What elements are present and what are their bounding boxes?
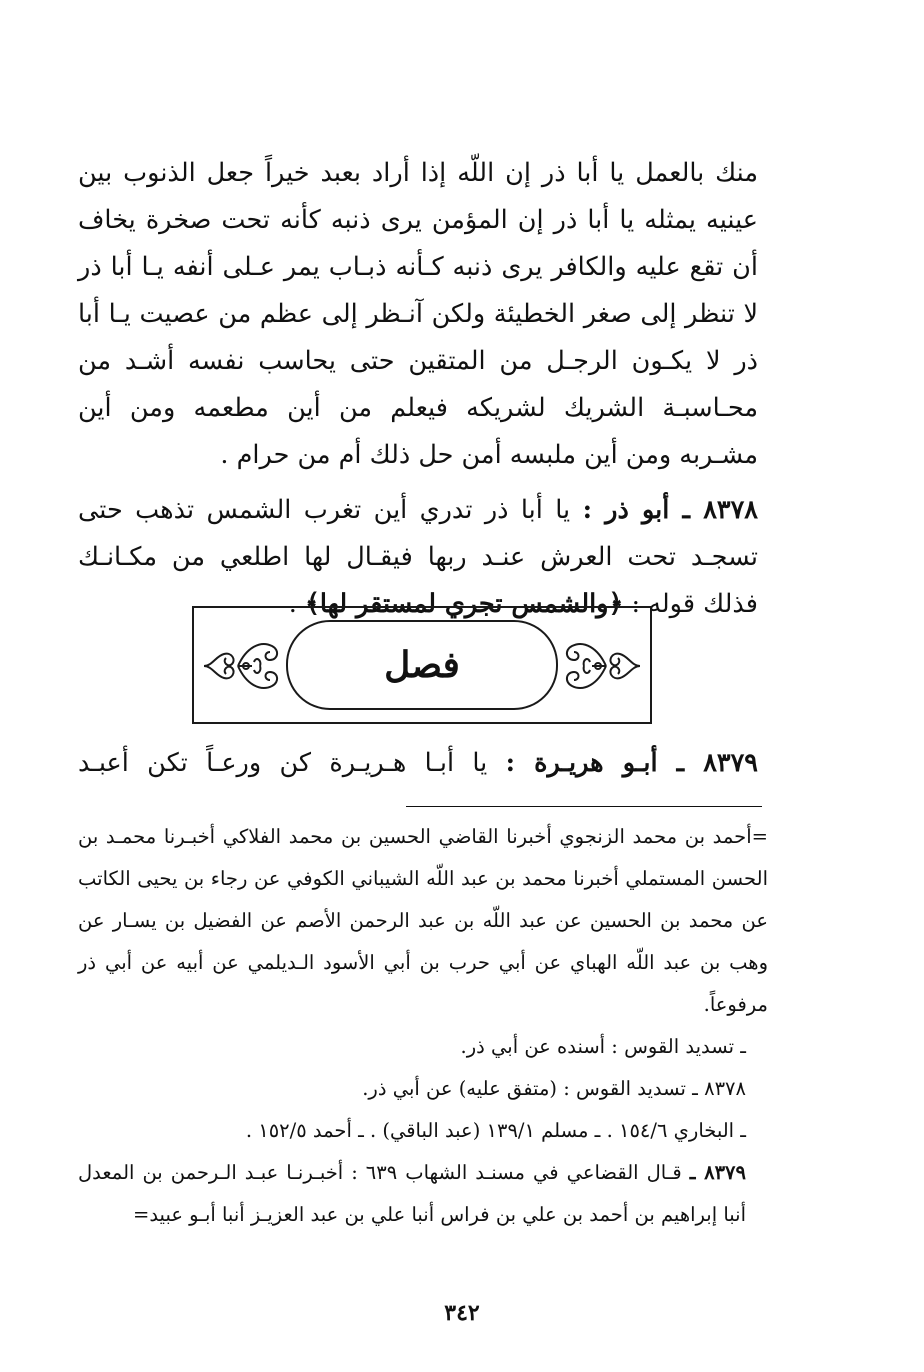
hadith-8378-text: يا أبا ذر تدري أين تغرب الشمس تذهب حتى تسجـد تحت العرش عنـد ربها فيقـال لها اطلعي من مكـانـك فذلك قوله :: [78, 495, 758, 619]
footnote-8379-text: قـال القضاعي في مسنـد الشهاب ٦٣٩ : أخبـرنـا عبـد الـرحمن بن المعدل أنبا إبراهيم بن أحمد بن علي بن فراس أنبا علي بن عبد العزيـز أنبا أبـو عبيد=: [78, 1161, 746, 1226]
quran-quote: ﴿والشمس تجري لمستقر لها﴾: [304, 589, 624, 619]
footnote-8379: [78, 1152, 768, 1236]
hadith-8379-number: ٨٣٧٩ ـ أبـو هريـرة :: [505, 748, 758, 778]
footnote-8378: ٨٣٧٨ ـ تسديد القوس : (متفق عليه) عن أبي ذر.: [362, 1077, 746, 1100]
ornament-icon: [200, 626, 282, 706]
main-text: [78, 150, 758, 628]
section-heading-frame: [192, 606, 652, 724]
footnote-8379-number: ٨٣٧٩ ـ: [689, 1161, 746, 1184]
footnote-chain: =أحمد بن محمد الزنجوي أخبرنا القاضي الحسين بن محمد الفلاكي أخبـرنا محمـد بن الحسن المستملي أخبرنا محمد بن عبد اللّه الشيباني الكوفي عن رجاء بن يحيى الكاتب عن محمد بن الحسين عن عبد اللّه بن عبد الرحمن الأصم عن الفضيل بن يسـار عن وهب بن عبد اللّه الهباي عن أبي حرب بن أبي الأسود الـديلمي عن أبيه عن أبي ذر مرفوعاً.: [78, 825, 768, 1016]
hadith-8378-end: .: [288, 589, 305, 619]
section-title: فصل: [384, 644, 460, 686]
footnote-divider: [406, 806, 762, 807]
footnote-tasdid: ـ تسديد القوس : أسنده عن أبي ذر.: [460, 1035, 746, 1058]
passage-continued: منك بالعمل يا أبا ذر إن اللّه إذا أراد بعبد خيراً جعل الذنوب بين عينيه يمثله يا أبا ذر إن المؤمن يرى ذنبه كأنه تحت صخرة يخاف أن تقع عليه والكافر يرى ذنبه كـأنه ذبـاب يمر عـلى أنفه يـا أبا ذر لا تنظر إلى صغر الخطيئة ولكن آنـظر إلى عظم من عصيت يـا أبا ذر لا يكـون الرجـل من المتقين حتى يحاسب نفسه أشـد من محـاسبـة الشريك لشريكه فيعلم من أين مطعمه ومن أين مشـربه ومن أين ملبسه أمن حل ذلك أم من حرام .: [78, 158, 758, 470]
section-title-cartouche: [286, 620, 558, 710]
footnote-references: ـ البخاري ١٥٤/٦ . ـ مسلم ١٣٩/١ (عبد الباقي) . ـ أحمد ١٥٢/٥ .: [245, 1119, 746, 1142]
hadith-8379: [78, 740, 758, 787]
page-number-text: ٣٤٢: [444, 1300, 480, 1326]
ornament-icon: [562, 626, 644, 706]
hadith-8378-number: ٨٣٧٨ ـ أبو ذر :: [582, 495, 758, 525]
hadith-8379-text: يا أبـا هـريـرة كن ورعـاً تكن أعبـد: [78, 748, 488, 778]
page-number: [0, 1300, 924, 1326]
footnotes: [78, 816, 768, 1236]
